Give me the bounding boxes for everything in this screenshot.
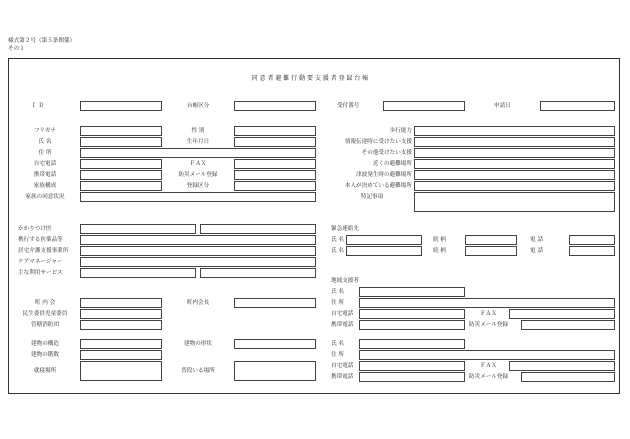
- supporter2-name-label: 氏 名: [331, 341, 344, 347]
- supporter1-mail-label: 防災メール登録: [469, 322, 509, 328]
- emergency-relation-field-1[interactable]: [465, 235, 517, 245]
- supporter1-home-phone-field[interactable]: [359, 309, 465, 319]
- town-head-field[interactable]: [234, 298, 316, 308]
- info-support-field[interactable]: [414, 137, 615, 147]
- fire-brigade-field[interactable]: [80, 320, 162, 330]
- emergency-relation-label-1: 続 柄: [433, 237, 446, 243]
- emergency-phone-field-2[interactable]: [569, 246, 615, 256]
- medical-supplies-field[interactable]: [80, 235, 316, 245]
- town-assoc-label: 町 内 会: [34, 300, 56, 306]
- supporter1-name-field[interactable]: [359, 287, 465, 297]
- mobile-phone-label: 携帯電話: [33, 172, 57, 178]
- ledger-type-label: 台帳区分: [187, 103, 210, 109]
- registration-type-field[interactable]: [234, 181, 316, 191]
- mobile-phone-field[interactable]: [80, 170, 162, 180]
- name-label: 氏 名: [38, 139, 52, 145]
- family-doctor-field-1[interactable]: [80, 224, 196, 234]
- welfare-volunteer-label: 民生委員児童委員: [22, 311, 68, 317]
- welfare-volunteer-field[interactable]: [80, 309, 162, 319]
- supporter1-address-field[interactable]: [359, 298, 615, 308]
- structure-label: 建物の構造: [31, 341, 59, 347]
- fax-field[interactable]: [234, 159, 316, 169]
- usual-place-field[interactable]: [234, 361, 316, 381]
- application-date-field[interactable]: [540, 101, 615, 111]
- town-head-label: 町内会長: [186, 300, 210, 306]
- floors-label: 建物の階数: [31, 352, 59, 358]
- supporter2-mobile-field[interactable]: [359, 372, 465, 382]
- special-notes-field[interactable]: [414, 192, 615, 212]
- birthdate-field[interactable]: [234, 137, 316, 147]
- main-services-label: 主な利用サービス: [18, 270, 63, 276]
- other-support-label: その他受けたい支援: [361, 150, 412, 156]
- address-label: 住 所: [38, 150, 52, 156]
- care-manager-field[interactable]: [80, 257, 316, 267]
- home-phone-label: 自宅電話: [33, 161, 57, 167]
- nearby-shelter-label: 近くの避難場所: [372, 161, 412, 167]
- gender-label: 性 別: [191, 128, 205, 134]
- floors-field[interactable]: [80, 350, 162, 360]
- walking-label: 歩行能力: [389, 128, 412, 134]
- supporter2-home-phone-field[interactable]: [359, 361, 465, 371]
- form-number: 様式第２号（第５条関係）: [8, 38, 76, 44]
- main-services-field-1[interactable]: [80, 268, 196, 278]
- supporter2-mobile-label: 携帯電話: [331, 374, 354, 380]
- supporter1-name-label: 氏 名: [331, 289, 344, 295]
- id-field[interactable]: [80, 101, 162, 111]
- form-title: 同 意 者 避 難 行 動 要 支 援 者 登 録 台 帳: [251, 75, 369, 82]
- emergency-heading: 緊急連絡先: [331, 226, 359, 232]
- own-shelter-field[interactable]: [414, 181, 615, 191]
- structure-field[interactable]: [80, 339, 162, 349]
- disaster-mail-field[interactable]: [234, 170, 316, 180]
- tsunami-shelter-label: 津波発生時の避難場所: [356, 172, 412, 178]
- building-type-field[interactable]: [234, 339, 316, 349]
- bedroom-label: 就寝場所: [33, 368, 57, 374]
- emergency-phone-label-1: 電 話: [530, 237, 543, 243]
- supporter2-mail-field[interactable]: [521, 372, 615, 382]
- supporter1-home-phone-label: 自宅電話: [331, 311, 354, 317]
- walking-field[interactable]: [414, 126, 615, 136]
- name-field[interactable]: [80, 137, 162, 147]
- emergency-name-label-1: 氏 名: [331, 237, 344, 243]
- gender-field[interactable]: [234, 126, 316, 136]
- family-doctor-field-2[interactable]: [200, 224, 316, 234]
- supporter2-fax-field[interactable]: [509, 361, 615, 371]
- supporter2-name-field[interactable]: [359, 339, 465, 349]
- town-assoc-field[interactable]: [80, 298, 162, 308]
- furigana-label: フリガナ: [33, 128, 57, 134]
- supporter1-mail-field[interactable]: [521, 320, 615, 330]
- care-office-label: 居宅介護支援事業所: [18, 248, 69, 254]
- page-label: その１: [8, 46, 25, 52]
- supporter1-mobile-label: 携帯電話: [331, 322, 354, 328]
- care-manager-label: ケアマネージャー: [18, 259, 63, 265]
- family-structure-field[interactable]: [80, 181, 162, 191]
- medical-supplies-label: 携行する医薬品等: [18, 237, 63, 243]
- supporter1-address-label: 住 所: [331, 300, 344, 306]
- supporters-heading: 地域支援者: [331, 278, 359, 284]
- other-support-field[interactable]: [414, 148, 615, 158]
- main-services-field-2[interactable]: [200, 268, 316, 278]
- supporter2-address-field[interactable]: [359, 350, 615, 360]
- furigana-field[interactable]: [80, 126, 162, 136]
- emergency-name-label-2: 氏 名: [331, 248, 344, 254]
- care-office-field[interactable]: [80, 246, 316, 256]
- supporter1-fax-field[interactable]: [509, 309, 615, 319]
- info-support-label: 情報伝達時に受けたい支援: [344, 139, 412, 145]
- home-phone-field[interactable]: [80, 159, 162, 169]
- emergency-name-field-2[interactable]: [346, 246, 422, 256]
- nearby-shelter-field[interactable]: [414, 159, 615, 169]
- special-notes-label: 特記事項: [360, 194, 384, 200]
- supporter2-home-phone-label: 自宅電話: [331, 363, 354, 369]
- fax-label: ＦＡＸ: [189, 161, 207, 167]
- reception-no-label: 受付番号: [337, 103, 360, 109]
- registration-type-label: 登録区分: [186, 183, 210, 189]
- supporter2-address-label: 住 所: [331, 352, 344, 358]
- ledger-type-field[interactable]: [234, 101, 316, 111]
- emergency-phone-field-1[interactable]: [569, 235, 615, 245]
- own-shelter-label: 本人が決めている避難場所: [344, 183, 412, 189]
- emergency-name-field-1[interactable]: [346, 235, 422, 245]
- supporter2-mail-label: 防災メール登録: [469, 374, 509, 380]
- reception-no-field[interactable]: [383, 101, 465, 111]
- emergency-relation-label-2: 続 柄: [433, 248, 446, 254]
- address-field[interactable]: [80, 148, 316, 158]
- bedroom-field[interactable]: [80, 361, 162, 381]
- emergency-phone-label-2: 電 話: [530, 248, 543, 254]
- family-doctor-label: かかりつけ医: [18, 226, 52, 232]
- application-date-label: 申請日: [494, 103, 511, 109]
- family-structure-label: 家族構成: [33, 183, 57, 189]
- family-consent-field[interactable]: [80, 192, 316, 202]
- supporter1-fax-label: ＦＡＸ: [480, 311, 497, 317]
- emergency-relation-field-2[interactable]: [465, 246, 517, 256]
- building-type-label: 建物の形状: [184, 341, 212, 347]
- family-consent-label: 家族の同意状況: [25, 194, 65, 200]
- supporter1-mobile-field[interactable]: [359, 320, 465, 330]
- usual-place-label: 普段いる場所: [181, 368, 215, 374]
- id-label: Ｉ Ｄ: [31, 103, 44, 109]
- birthdate-label: 生年月日: [186, 139, 210, 145]
- tsunami-shelter-field[interactable]: [414, 170, 615, 180]
- disaster-mail-label: 防災メール登録: [178, 172, 218, 178]
- fire-brigade-label: 管轄消防団: [31, 322, 59, 328]
- supporter2-fax-label: ＦＡＸ: [480, 363, 497, 369]
